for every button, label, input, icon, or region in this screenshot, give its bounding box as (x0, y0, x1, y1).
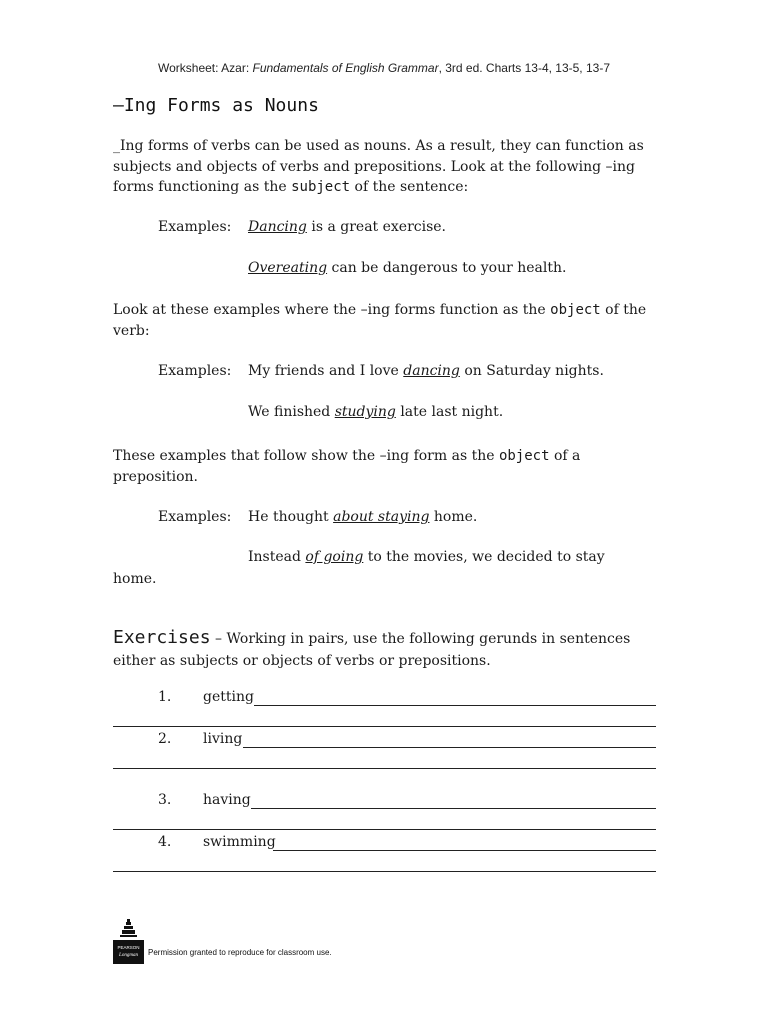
prep-intro-text: These examples that follow show the –ing form as the (113, 448, 499, 464)
logo-text-pearson: PEARSON (117, 945, 140, 950)
object-intro-text: Look at these examples where the –ing forms function as the (113, 302, 551, 318)
exercises-title: Exercises (113, 627, 211, 648)
keyword-subject: subject (291, 179, 351, 195)
example-rest: can be dangerous to your health. (327, 260, 567, 276)
underlined-gerund: dancing (403, 363, 460, 379)
example-sentence (248, 219, 446, 235)
page-title: –Ing Forms as Nouns (113, 95, 319, 116)
example-after: home. (429, 509, 478, 525)
answer-line[interactable] (113, 726, 656, 727)
example-sentence (248, 404, 503, 420)
example-after: on Saturday nights. (459, 363, 604, 379)
keyword-object: object (498, 448, 550, 464)
exercise-word: swimming (203, 834, 276, 850)
exercises-section-heading (113, 627, 658, 672)
answer-line[interactable] (273, 850, 656, 851)
logo-text-longman: Longman (119, 953, 138, 958)
publisher-logo (113, 918, 144, 964)
intro-text: _Ing forms of verbs can be used as nouns. As a result, they can function as subjects and objects of verbs and prepositions. Look at the following –ing forms functioning as the (113, 138, 644, 195)
header-suffix: , 3rd ed. Charts 13-4, 13-5, 13-7 (438, 61, 610, 75)
keyword-object: object (550, 302, 601, 318)
answer-line[interactable] (113, 829, 656, 830)
examples-label: Examples: (158, 219, 232, 235)
example-after: to the movies, we decided to stay (363, 549, 605, 565)
exercise-number: 1. (158, 689, 172, 705)
exercises-instructions: Working in pairs, use the following gerunds in sentences either as subjects or objects of verbs or prepositions. (113, 631, 631, 669)
answer-line[interactable] (254, 705, 656, 706)
underlined-gerund: Dancing (248, 219, 307, 235)
book-title: Fundamentals of English Grammar (252, 61, 439, 75)
example-sentence (248, 549, 605, 565)
intro-text-end: of the sentence: (350, 179, 469, 195)
object-paragraph (113, 300, 658, 341)
example-before: My friends and I love (248, 363, 404, 379)
underlined-phrase: of going (305, 549, 364, 565)
exercises-dash: – (210, 631, 227, 647)
exercise-word: getting (203, 689, 254, 705)
underlined-gerund: studying (334, 404, 396, 420)
example-before: Instead (248, 549, 306, 565)
answer-line[interactable] (251, 808, 656, 809)
example-before: We finished (248, 404, 335, 420)
answer-line[interactable] (243, 747, 656, 748)
exercise-word: living (203, 731, 243, 747)
worksheet-header (0, 61, 768, 75)
examples-label: Examples: (158, 509, 232, 525)
exercise-word: having (203, 792, 251, 808)
example-rest: is a great exercise. (306, 219, 447, 235)
permission-note: Permission granted to reproduce for classroom use. (148, 948, 332, 957)
object-intro-text-end: of the verb: (113, 302, 647, 339)
example-before: He thought (248, 509, 334, 525)
examples-label: Examples: (158, 363, 232, 379)
example-after: late last night. (395, 404, 504, 420)
example-sentence (248, 260, 566, 276)
example-sentence (248, 509, 477, 525)
exercise-number: 2. (158, 731, 172, 747)
preposition-paragraph (113, 446, 658, 487)
answer-line[interactable] (113, 871, 656, 872)
exercise-number: 3. (158, 792, 172, 808)
answer-line[interactable] (113, 768, 656, 769)
intro-paragraph (113, 136, 658, 198)
header-prefix: Worksheet: Azar: (158, 61, 253, 75)
prep-intro-text-end: of a preposition. (113, 448, 581, 485)
underlined-gerund: Overeating (248, 260, 328, 276)
example-continuation: home. (113, 571, 157, 587)
exercise-number: 4. (158, 834, 172, 850)
underlined-phrase: about staying (333, 509, 430, 525)
example-sentence (248, 363, 604, 379)
